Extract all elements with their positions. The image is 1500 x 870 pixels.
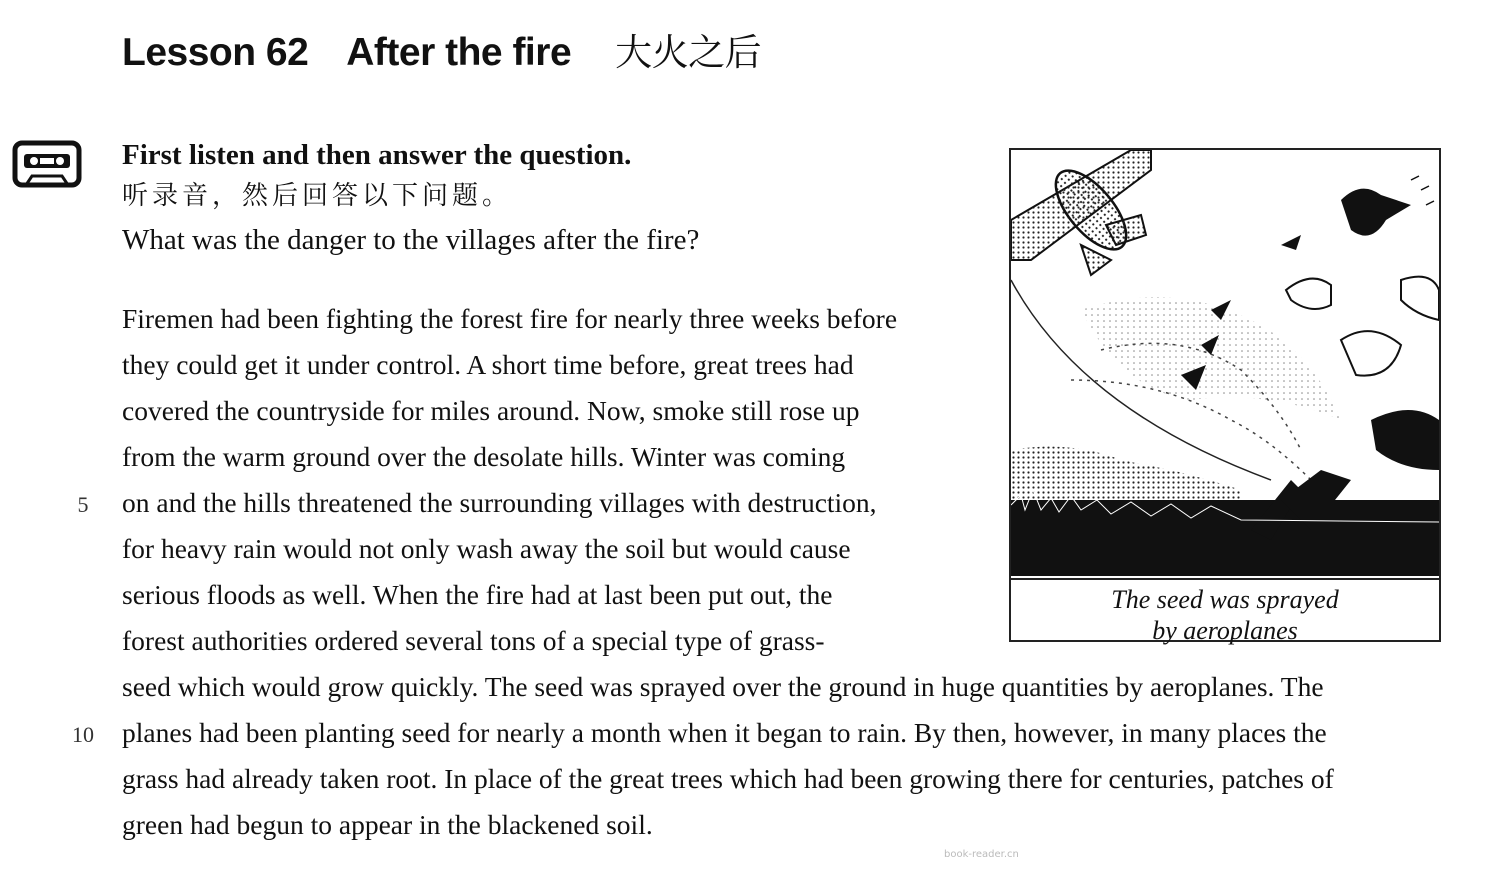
illustration bbox=[1011, 150, 1439, 576]
passage-line: from the warm ground over the desolate hills. Winter was coming bbox=[122, 441, 846, 472]
caption-line: by aeroplanes bbox=[1152, 616, 1298, 645]
figure-caption bbox=[1011, 578, 1439, 646]
passage-line: planes had been planting seed for nearly a month when it began to rain. By then, however, in many places the bbox=[122, 717, 1327, 748]
instruction-heading: First listen and then answer the question. bbox=[122, 139, 632, 171]
passage-line: for heavy rain would not only wash away the soil but would cause bbox=[122, 533, 851, 564]
passage-line: green had begun to appear in the blackened soil. bbox=[122, 809, 653, 840]
passage-line: on and the hills threatened the surrounding villages with destruction, bbox=[122, 487, 877, 518]
lesson-number: Lesson 62 bbox=[122, 31, 309, 74]
line-number: 10 bbox=[72, 722, 94, 747]
passage-line: covered the countryside for miles around. Now, smoke still rose up bbox=[122, 395, 860, 426]
instruction-heading-cn: 听录音，然后回答以下问题。 bbox=[122, 181, 513, 211]
illustration-figure bbox=[1009, 148, 1441, 645]
question: What was the danger to the villages after the fire? bbox=[122, 224, 700, 256]
passage-line: they could get it under control. A short time before, great trees had bbox=[122, 349, 854, 380]
caption-line: The seed was sprayed bbox=[1111, 585, 1339, 614]
passage-line: seed which would grow quickly. The seed was sprayed over the ground in huge quantities by aeroplanes. The bbox=[122, 671, 1324, 702]
cassette-icon bbox=[12, 140, 82, 192]
lesson-title-en: After the fire bbox=[346, 31, 572, 74]
watermark: book-reader.cn bbox=[944, 849, 1019, 860]
lesson-title bbox=[122, 22, 761, 76]
passage-line: grass had already taken root. In place of the great trees which had been growing there for centuries, patches of bbox=[122, 763, 1334, 794]
line-number: 5 bbox=[77, 492, 89, 517]
lesson-title-cn: 大火之后 bbox=[615, 31, 762, 74]
passage-line: forest authorities ordered several tons of a special type of grass- bbox=[122, 625, 825, 656]
aeroplane-icon bbox=[1011, 150, 1151, 275]
passage-line: serious floods as well. When the fire had at last been put out, the bbox=[122, 579, 833, 610]
burned-forest bbox=[1011, 447, 1439, 576]
instructions bbox=[122, 136, 699, 262]
passage-line: Firemen had been fighting the forest fire for nearly three weeks before bbox=[122, 303, 898, 334]
